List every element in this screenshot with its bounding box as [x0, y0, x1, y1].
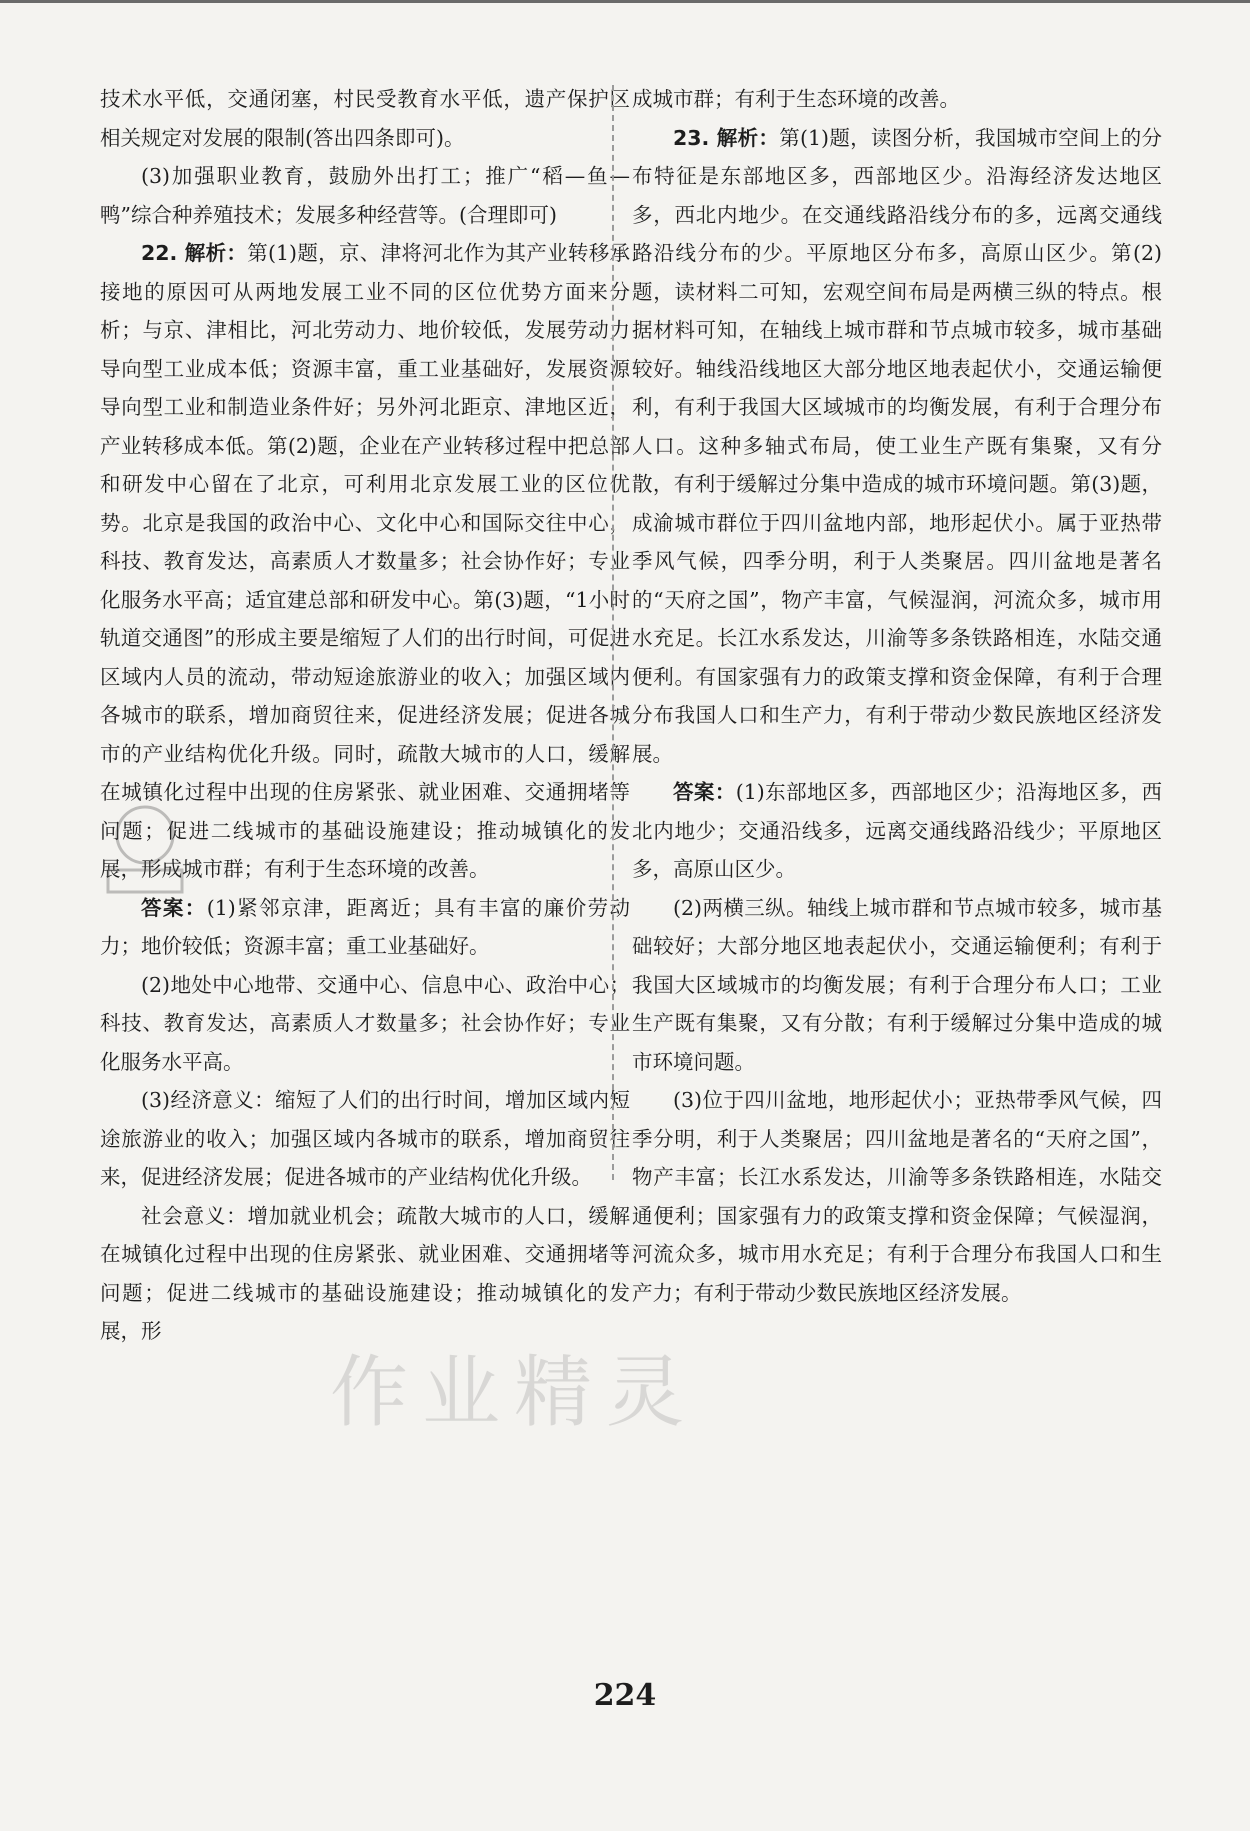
paragraph-label: 23. 解析：	[673, 125, 780, 150]
paragraph-text: 技术水平低，交通闭塞，村民受教育水平低，遗产保护区相关规定对发展的限制(答出四条即可)。	[100, 87, 630, 150]
stamp-icon	[100, 800, 190, 910]
paragraph-text: (2)两横三纵。轴线上城市群和节点城市较多，城市基础较好；大部分地区地表起伏小，交通运输便利；有利于我国大区域城市的均衡发展；有利于合理分布人口；工业生产既有集聚，又有分散；有利于缓解过分集中造成的城市环境问题。	[632, 895, 1162, 1074]
left-paragraph	[100, 1197, 630, 1351]
right-column	[632, 80, 1162, 1312]
paragraph-text: (3)位于四川盆地，地形起伏小；亚热带季风气候，四季分明，利于人类聚居；四川盆地是著名的“天府之国”，物产丰富；长江水系发达，川渝等多条铁路相连，水陆交通便利；国家强有力的政策支撑和资金保障；气候湿润，河流众多，城市用水充足；有利于合理分布我国人口和生产力；有利于带动少数民族地区经济发展。	[632, 1088, 1162, 1305]
column-divider	[612, 85, 614, 1180]
left-paragraph	[100, 234, 630, 889]
paragraph-label: 答案：	[673, 780, 736, 804]
paragraph-text: 第(1)题，读图分析，我国城市空间上的分布特征是东部地区多，西部地区少。沿海经济发达地区多，西北内地少。在交通线路沿线分布的多，远离交通线路沿线分布的少。平原地区分布多，高原山区少。第(2)题，读材料二可知，宏观空间布局是两横三纵的特点。根据材料可知，在轴线上城市群和节点城市较多，城市基础较好。轴线沿线地区大部分地区地表起伏小，交通运输便利，有利于我国大区域城市的均衡发展，有利于合理分布人口。这种多轴式布局，使工业生产既有集聚，又有分散，有利于缓解过分集中造成的城市环境问题。第(3)题，成渝城市群位于四川盆地内部，地形起伏小。属于亚热带季风气候，四季分明，利于人类聚居。四川盆地是著名的“天府之国”，物产丰富，气候湿润，河流众多，城市用水充足。长江水系发达，川渝等多条铁路相连，水陆交通便利。有国家强有力的政策支撑和资金保障，有利于合理分布我国人口和生产力，有利于带动少数民族地区经济发展。	[632, 125, 1163, 766]
left-paragraph	[100, 966, 630, 1082]
paragraph-text: 成城市群；有利于生态环境的改善。	[632, 87, 960, 111]
left-paragraph	[100, 80, 630, 157]
right-paragraph	[632, 889, 1162, 1082]
page-number: 224	[593, 1678, 657, 1713]
paragraph-text: (3)加强职业教育，鼓励外出打工；推广“稻—鱼—鸭”综合种养殖技术；发展多种经营等。(合理即可)	[100, 164, 630, 227]
watermark: 作业精灵	[330, 1348, 699, 1438]
paragraph-text: (3)经济意义：缩短了人们的出行时间，增加区域内短途旅游业的收入；加强区域内各城市的联系，增加商贸往来，促进经济发展；促进各城市的产业结构优化升级。	[100, 1088, 630, 1189]
right-paragraph	[632, 80, 1162, 119]
paragraph-label: 22. 解析：	[141, 241, 248, 265]
paragraph-text: (1)东部地区多，西部地区少；沿海地区多，西北内地少；交通沿线多，远离交通线路沿线少；平原地区多，高原山区少。	[632, 780, 1163, 881]
paragraph-label: 答案：	[141, 895, 207, 920]
paragraph-text: (1)紧邻京津，距离近；具有丰富的廉价劳动力；地价较低；资源丰富；重工业基础好。	[100, 895, 631, 958]
right-paragraph	[632, 773, 1162, 889]
top-rule	[0, 0, 1250, 3]
left-paragraph	[100, 157, 630, 234]
right-paragraph	[632, 1081, 1162, 1312]
paragraph-text: 第(1)题，京、津将河北作为其产业转移承接地的原因可从两地发展工业不同的区位优势方面来分析；与京、津相比，河北劳动力、地价较低，发展劳动力导向型工业成本低；资源丰富，重工业基础好，发展资源导向型工业和制造业条件好；另外河北距京、津地区近，产业转移成本低。第(2)题，企业在产业转移过程中把总部和研发中心留在了北京，可利用北京发展工业的区位优势。北京是我国的政治中心、文化中心和国际交往中心，科技、教育发达，高素质人才数量多；社会协作好；专业化服务水平高；适宜建总部和研发中心。第(3)题，“1小时轨道交通图”的形成主要是缩短了人们的出行时间，可促进区域内人员的流动，带动短途旅游业的收入；加强区域内各城市的联系，增加商贸往来，促进经济发展；促进各城市的产业结构优化升级。同时，疏散大城市的人口，缓解在城镇化过程中出现的住房紧张、就业困难、交通拥堵等问题；促进二线城市的基础设施建设；推动城镇化的发展，形成城市群；有利于生态环境的改善。	[100, 241, 631, 881]
left-column	[100, 80, 630, 1351]
right-paragraph	[632, 119, 1162, 774]
paragraph-text: (2)地处中心地带、交通中心、信息中心、政治中心；科技、教育发达，高素质人才数量多；社会协作好；专业化服务水平高。	[100, 972, 630, 1074]
left-paragraph	[100, 1081, 630, 1197]
paragraph-text: 社会意义：增加就业机会；疏散大城市的人口，缓解在城镇化过程中出现的住房紧张、就业困难、交通拥堵等问题；促进二线城市的基础设施建设；推动城镇化的发展，形	[100, 1203, 630, 1343]
